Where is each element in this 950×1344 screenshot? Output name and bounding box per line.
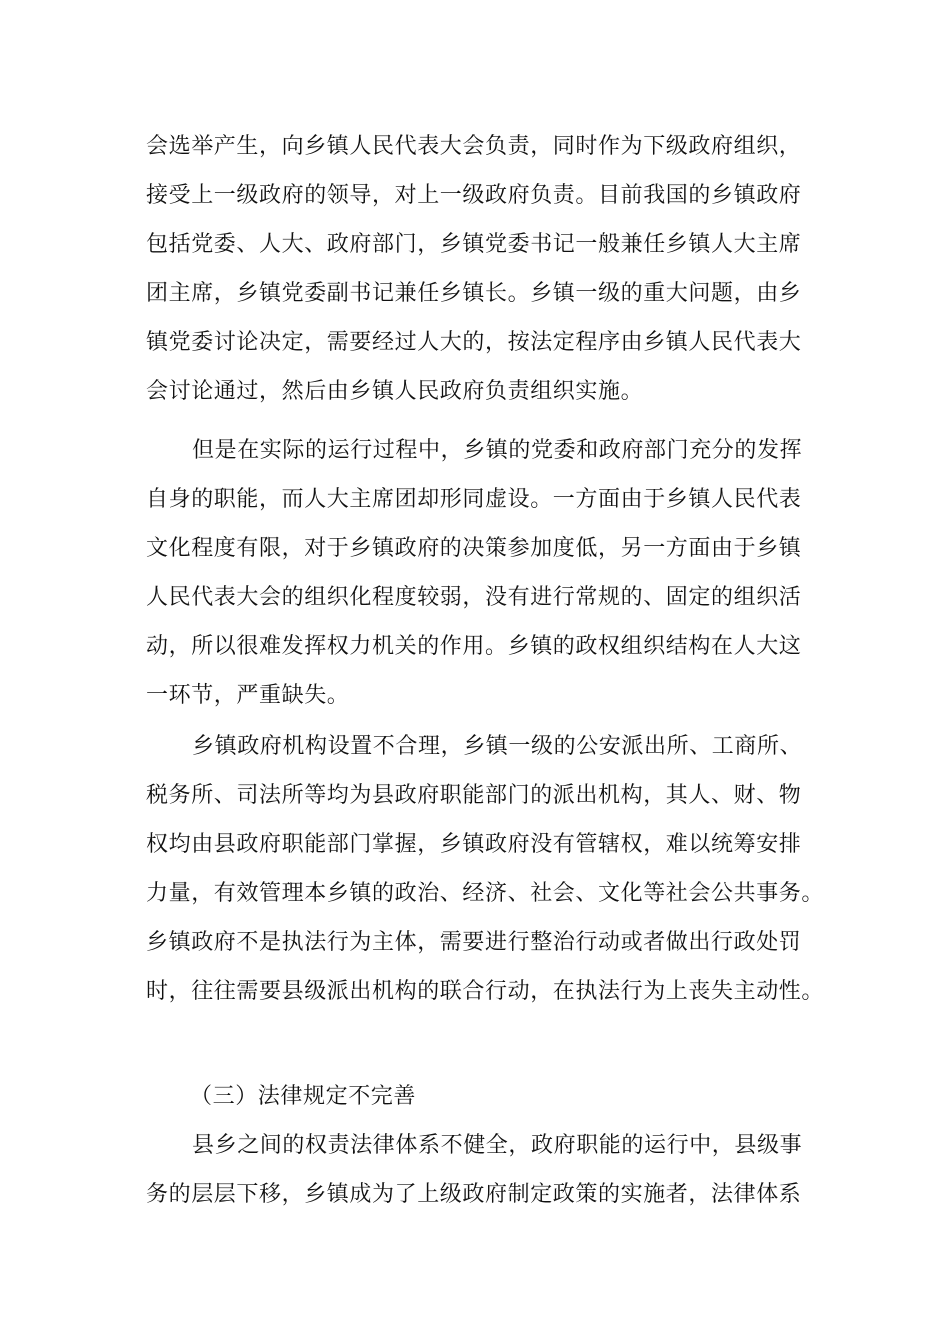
text-line: 权均由县政府职能部门掌握，乡镇政府没有管辖权，难以统筹安排 bbox=[146, 832, 802, 857]
text-line: 团主席，乡镇党委副书记兼任乡镇长。乡镇一级的重大问题，由乡 bbox=[146, 281, 802, 306]
text-line: 文化程度有限，对于乡镇政府的决策参加度低，另一方面由于乡镇 bbox=[146, 536, 802, 561]
text-line: 但是在实际的运行过程中，乡镇的党委和政府部门充分的发挥 bbox=[192, 438, 803, 463]
text-line: 乡镇政府机构设置不合理，乡镇一级的公安派出所、工商所、 bbox=[192, 734, 803, 759]
text-line: 动，所以很难发挥权力机关的作用。乡镇的政权组织结构在人大这 bbox=[146, 634, 802, 659]
text-line: 自身的职能，而人大主席团却形同虚设。一方面由于乡镇人民代表 bbox=[146, 487, 802, 512]
text-line: 县乡之间的权责法律体系不健全，政府职能的运行中，县级事 bbox=[192, 1133, 803, 1158]
text-line: 乡镇政府不是执法行为主体，需要进行整治行动或者做出行政处罚 bbox=[146, 930, 802, 955]
paragraph-2 bbox=[146, 426, 836, 720]
text-line: 会选举产生，向乡镇人民代表大会负责，同时作为下级政府组织， bbox=[146, 134, 802, 159]
paragraph-1 bbox=[146, 122, 836, 416]
text-line: 务的层层下移，乡镇成为了上级政府制定政策的实施者，法律体系 bbox=[146, 1182, 802, 1207]
paragraph-4 bbox=[146, 1121, 836, 1219]
text-line: 包括党委、人大、政府部门，乡镇党委书记一般兼任乡镇人大主席 bbox=[146, 232, 802, 257]
text-line: 时，往往需要县级派出机构的联合行动，在执法行为上丧失主动性。 bbox=[146, 979, 825, 1004]
text-line: 会讨论通过，然后由乡镇人民政府负责组织实施。 bbox=[146, 379, 644, 404]
text-line: 人民代表大会的组织化程度较弱，没有进行常规的、固定的组织活 bbox=[146, 585, 802, 610]
text-line: 税务所、司法所等均为县政府职能部门的派出机构，其人、财、物 bbox=[146, 783, 802, 808]
text-line: 一环节，严重缺失。 bbox=[146, 683, 350, 708]
text-line: 接受上一级政府的领导，对上一级政府负责。目前我国的乡镇政府 bbox=[146, 183, 802, 208]
text-line: 力量，有效管理本乡镇的政治、经济、社会、文化等社会公共事务。 bbox=[146, 881, 825, 906]
section-heading: （三）法律规定不完善 bbox=[190, 1084, 417, 1109]
paragraph-3 bbox=[146, 722, 836, 1016]
text-line: 镇党委讨论决定，需要经过人大的，按法定程序由乡镇人民代表大 bbox=[146, 330, 802, 355]
